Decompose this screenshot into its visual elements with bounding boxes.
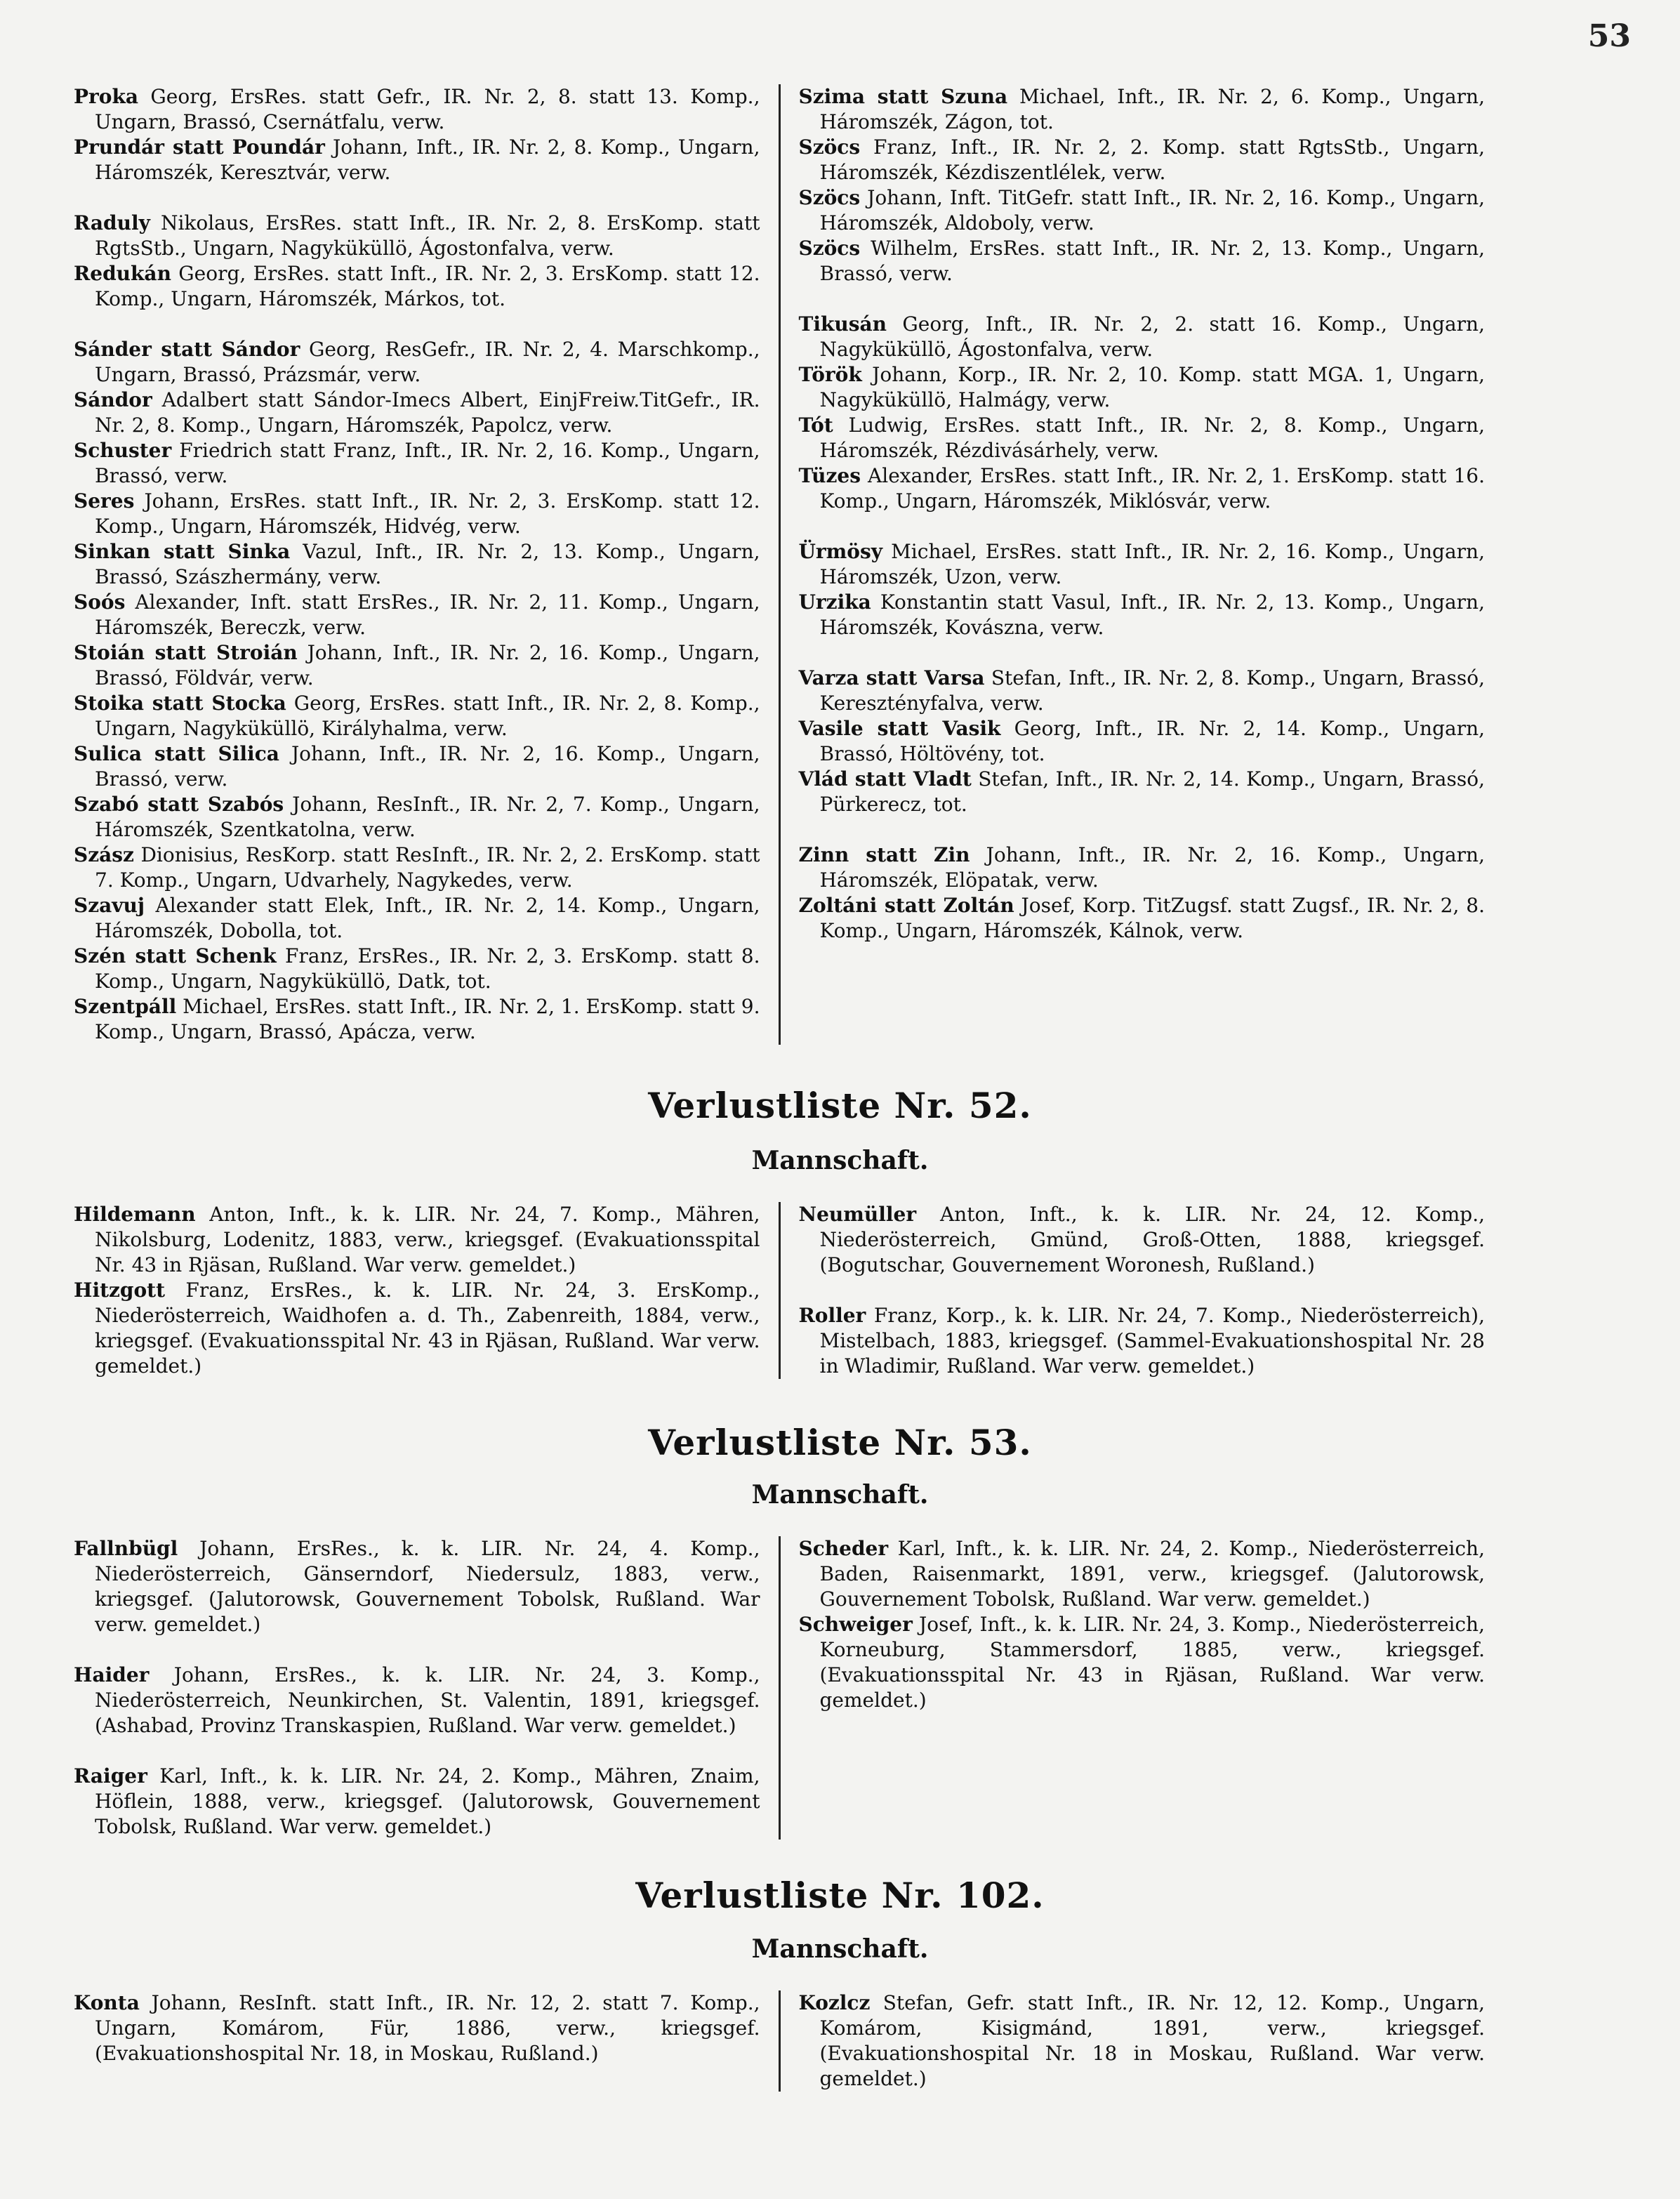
list-entry: Sulica statt Silica Johann, Inft., IR. Nr. 2, 16. Komp., Ungarn, Brassó, verw. <box>74 742 760 791</box>
list-entry: Raiger Karl, Inft., k. k. LIR. Nr. 24, 2. Komp., Mähren, Znaim, Höflein, 1888, verw., kriegsgef. (Jalutorowsk, Gouvernement Tobolsk, Rußland. War verw. gemeldet.) <box>74 1764 760 1838</box>
list-entry: Szász Dionisius, ResKorp. statt ResInft., IR. Nr. 2, 2. ErsKomp. statt 7. Komp., Ungarn, Udvarhely, Nagykedes, verw. <box>74 843 760 892</box>
section-subtitle: Mannschaft. <box>751 1934 929 1964</box>
list-entry: Raduly Nikolaus, ErsRes. statt Inft., IR. Nr. 2, 8. ErsKomp. statt RgtsStb., Ungarn, Nagyküküllö, Ágostonfalva, verw. <box>74 211 760 260</box>
section-subtitle: Mannschaft. <box>751 1146 929 1175</box>
section-52-list <box>74 1202 1485 1379</box>
list-entry: Szentpáll Michael, ErsRes. statt Inft., IR. Nr. 2, 1. ErsKomp. statt 9. Komp., Ungarn, Brassó, Apácza, verw. <box>74 995 760 1043</box>
list-entry: Redukán Georg, ErsRes. statt Inft., IR. Nr. 2, 3. ErsKomp. statt 12. Komp., Ungarn, Háromszék, Márkos, tot. <box>74 262 760 310</box>
page-number: 53 <box>1587 18 1631 54</box>
list-entry: Seres Johann, ErsRes. statt Inft., IR. Nr. 2, 3. ErsKomp. statt 12. Komp., Ungarn, Háromszék, Hidvég, verw. <box>74 489 760 538</box>
list-entry: Sánder statt Sándor Georg, ResGefr., IR. Nr. 2, 4. Marschkomp., Ungarn, Brassó, Prázsmár, verw. <box>74 338 760 386</box>
list-entry: Tüzes Alexander, ErsRes. statt Inft., IR. Nr. 2, 1. ErsKomp. statt 16. Komp., Ungarn, Háromszék, Miklósvár, verw. <box>798 464 1485 513</box>
list-entry: Varza statt Varsa Stefan, Inft., IR. Nr. 2, 8. Komp., Ungarn, Brassó, Keresztényfalva, verw. <box>798 666 1485 715</box>
list-entry: Haider Johann, ErsRes., k. k. LIR. Nr. 24, 3. Komp., Niederösterreich, Neunkirchen, St. Valentin, 1891, kriegsgef. (Ashabad, Provinz Transkaspien, Rußland. War verw. gemeldet.) <box>74 1663 760 1737</box>
list-entry: Stoika statt Stocka Georg, ErsRes. statt Inft., IR. Nr. 2, 8. Komp., Ungarn, Nagyküküllö, Királyhalma, verw. <box>74 692 760 740</box>
right-column <box>781 1990 1486 2092</box>
list-entry: Zinn statt Zin Johann, Inft., IR. Nr. 2, 16. Komp., Ungarn, Háromszék, Elöpatak, verw. <box>798 843 1485 892</box>
list-entry: Schuster Friedrich statt Franz, Inft., IR. Nr. 2, 16. Komp., Ungarn, Brassó, verw. <box>74 439 760 487</box>
right-column <box>781 1536 1486 1840</box>
list-entry: Fallnbügl Johann, ErsRes., k. k. LIR. Nr. 24, 4. Komp., Niederösterreich, Gänserndorf, Niedersulz, 1883, verw., kriegsgef. (Jalutorowsk, Gouvernement Tobolsk, Rußland. War verw. gemeldet.) <box>74 1537 760 1636</box>
list-entry: Scheder Karl, Inft., k. k. LIR. Nr. 24, 2. Komp., Niederösterreich, Baden, Raisenmarkt, 1891, verw., kriegsgef. (Jalutorowsk, Gouvernement Tobolsk, Rußland. War verw. gemeldet.) <box>798 1537 1485 1611</box>
list-entry: Ürmösy Michael, ErsRes. statt Inft., IR. Nr. 2, 16. Komp., Ungarn, Háromszék, Uzon, verw. <box>798 540 1485 588</box>
list-entry: Prundár statt Poundár Johann, Inft., IR. Nr. 2, 8. Komp., Ungarn, Háromszék, Keresztvár, verw. <box>74 136 760 184</box>
continuation-list <box>74 84 1485 1045</box>
list-entry: Konta Johann, ResInft. statt Inft., IR. Nr. 12, 2. statt 7. Komp., Ungarn, Komárom, Für, 1886, verw., kriegsgef. (Evakuationshospital Nr. 18, in Moskau, Rußland.) <box>74 1991 760 2065</box>
list-entry: Szabó statt Szabós Johann, ResInft., IR. Nr. 2, 7. Komp., Ungarn, Háromszék, Szentkatolna, verw. <box>74 793 760 841</box>
list-entry: Hitzgott Franz, ErsRes., k. k. LIR. Nr. 24, 3. ErsKomp., Niederösterreich, Waidhofen a. d. Th., Zabenreith, 1884, verw., kriegsgef. (Evakuationsspital Nr. 43 in Rjäsan, Rußland. War verw. gemeldet.) <box>74 1279 760 1378</box>
list-entry: Sándor Adalbert statt Sándor-Imecs Albert, EinjFreiw.TitGefr., IR. Nr. 2, 8. Komp., Ungarn, Háromszék, Papolcz, verw. <box>74 388 760 437</box>
list-entry: Sinkan statt Sinka Vazul, Inft., IR. Nr. 2, 13. Komp., Ungarn, Brassó, Szászhermány, verw. <box>74 540 760 588</box>
list-entry: Szén statt Schenk Franz, ErsRes., IR. Nr. 2, 3. ErsKomp. statt 8. Komp., Ungarn, Nagyküküllö, Datk, tot. <box>74 944 760 993</box>
left-column <box>74 1202 781 1379</box>
list-entry: Szöcs Franz, Inft., IR. Nr. 2, 2. Komp. statt RgtsStb., Ungarn, Háromszék, Kézdiszentlélek, verw. <box>798 136 1485 184</box>
section-title: Verlustliste Nr. 52. <box>648 1085 1032 1126</box>
list-entry: Szima statt Szuna Michael, Inft., IR. Nr. 2, 6. Komp., Ungarn, Háromszék, Zágon, tot. <box>798 85 1485 133</box>
list-entry: Proka Georg, ErsRes. statt Gefr., IR. Nr. 2, 8. statt 13. Komp., Ungarn, Brassó, Csernátfalu, verw. <box>74 85 760 133</box>
list-entry: Tót Ludwig, ErsRes. statt Inft., IR. Nr. 2, 8. Komp., Ungarn, Háromszék, Rézdivásárhely, verw. <box>798 414 1485 462</box>
list-entry: Kozlcz Stefan, Gefr. statt Inft., IR. Nr. 12, 12. Komp., Ungarn, Komárom, Kisigmánd, 1891, verw., kriegsgef. (Evakuationshospital Nr. 18 in Moskau, Rußland. War verw. gemeldet.) <box>798 1991 1485 2090</box>
section-53-list <box>74 1536 1485 1840</box>
list-entry: Tikusán Georg, Inft., IR. Nr. 2, 2. statt 16. Komp., Ungarn, Nagyküküllö, Ágostonfalva, verw. <box>798 312 1485 361</box>
list-entry: Vasile statt Vasik Georg, Inft., IR. Nr. 2, 14. Komp., Ungarn, Brassó, Höltövény, tot. <box>798 717 1486 765</box>
right-column <box>781 1202 1486 1379</box>
list-entry: Roller Franz, Korp., k. k. LIR. Nr. 24, 7. Komp., Niederösterreich), Mistelbach, 1883, kriegsgef. (Sammel-Evakuationshospital Nr. 28 in Wladimir, Rußland. War verw. gemeldet.) <box>798 1304 1485 1378</box>
list-entry: Soós Alexander, Inft. statt ErsRes., IR. Nr. 2, 11. Komp., Ungarn, Háromszék, Bereczk, verw. <box>74 590 760 639</box>
list-entry: Török Johann, Korp., IR. Nr. 2, 10. Komp. statt MGA. 1, Ungarn, Nagyküküllö, Halmágy, verw. <box>798 363 1485 411</box>
list-entry: Urzika Konstantin statt Vasul, Inft., IR. Nr. 2, 13. Komp., Ungarn, Háromszék, Kovászna, verw. <box>798 590 1485 639</box>
section-title: Verlustliste Nr. 102. <box>635 1875 1045 1916</box>
list-entry: Schweiger Josef, Inft., k. k. LIR. Nr. 24, 3. Komp., Niederösterreich, Korneuburg, Stammersdorf, 1885, verw., kriegsgef. (Evakuationsspital Nr. 43 in Rjäsan, Rußland. War verw. gemeldet.) <box>798 1613 1485 1712</box>
list-entry: Szöcs Johann, Inft. TitGefr. statt Inft., IR. Nr. 2, 16. Komp., Ungarn, Háromszék, Aldoboly, verw. <box>798 186 1485 235</box>
section-title: Verlustliste Nr. 53. <box>648 1422 1032 1463</box>
left-column <box>74 84 781 1045</box>
list-entry: Stoián statt Stroián Johann, Inft., IR. Nr. 2, 16. Komp., Ungarn, Brassó, Földvár, verw. <box>74 641 760 689</box>
list-entry: Neumüller Anton, Inft., k. k. LIR. Nr. 24, 12. Komp., Niederösterreich, Gmünd, Groß-Otten, 1888, kriegsgef. (Bogutschar, Gouvernement Woronesh, Rußland.) <box>798 1203 1485 1276</box>
section-subtitle: Mannschaft. <box>751 1480 929 1510</box>
left-column <box>74 1990 781 2092</box>
right-column <box>781 84 1486 1045</box>
left-column <box>74 1536 781 1840</box>
section-102-list <box>74 1990 1485 2092</box>
list-entry: Hildemann Anton, Inft., k. k. LIR. Nr. 24, 7. Komp., Mähren, Nikolsburg, Lodenitz, 1883, verw., kriegsgef. (Evakuationsspital Nr. 43 in Rjäsan, Rußland. War verw. gemeldet.) <box>74 1203 760 1276</box>
list-entry: Zoltáni statt Zoltán Josef, Korp. TitZugsf. statt Zugsf., IR. Nr. 2, 8. Komp., Ungarn, Háromszék, Kálnok, verw. <box>798 894 1485 942</box>
list-entry: Vlád statt Vladt Stefan, Inft., IR. Nr. 2, 14. Komp., Ungarn, Brassó, Pürkerecz, tot. <box>798 767 1485 816</box>
list-entry: Szavuj Alexander statt Elek, Inft., IR. Nr. 2, 14. Komp., Ungarn, Háromszék, Dobolla, tot. <box>74 894 760 942</box>
list-entry: Szöcs Wilhelm, ErsRes. statt Inft., IR. Nr. 2, 13. Komp., Ungarn, Brassó, verw. <box>798 237 1485 285</box>
